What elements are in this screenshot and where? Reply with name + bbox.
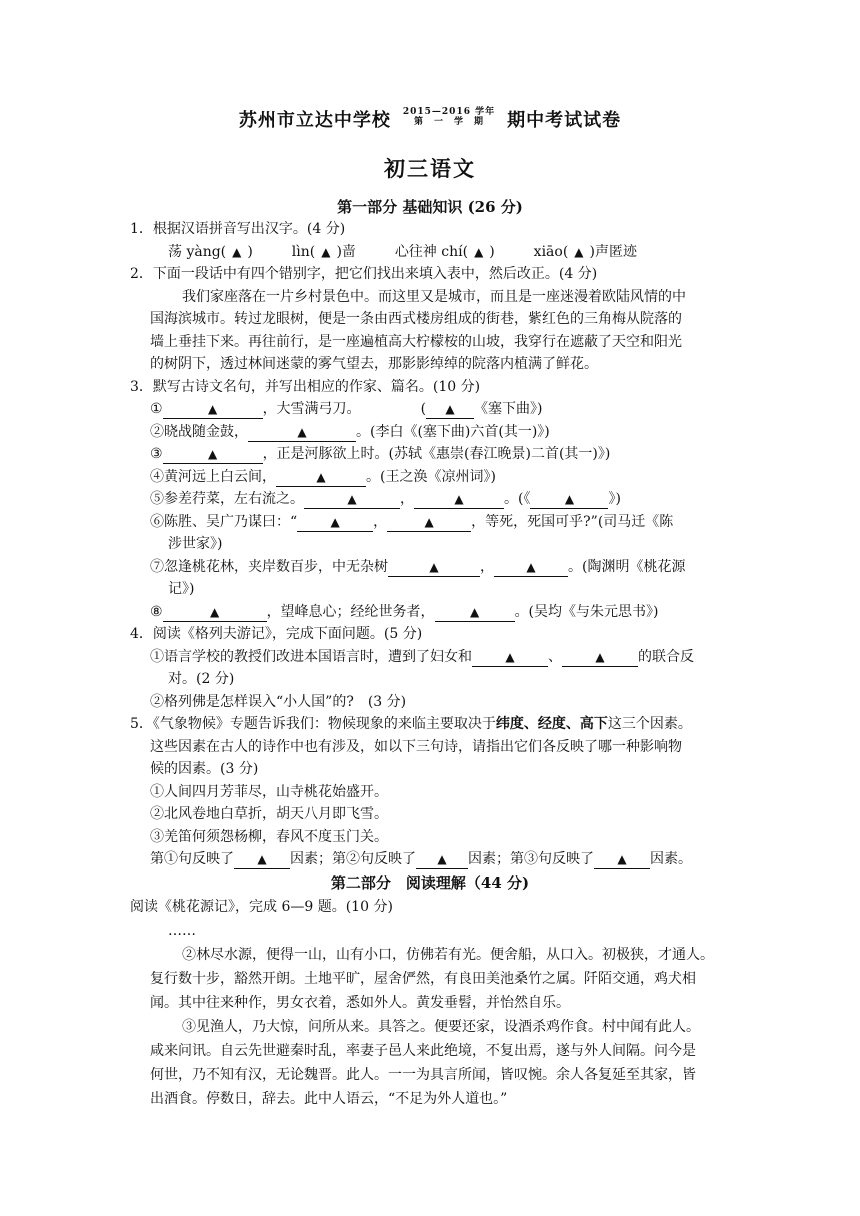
answer-blank[interactable]: ▲ xyxy=(472,648,548,667)
q1-item: 心往神 chí( ▲ ) xyxy=(394,243,495,260)
passage-line: ③见渔人，乃大惊，问所从来。具答之。便要还家，设酒杀鸡作食。村中闻有此人。 xyxy=(182,1019,700,1035)
q2-passage-line: 的树阴下，透过林间迷蒙的雾气望去，那影影绰绰的院落内植满了鲜花。 xyxy=(150,356,598,372)
q5-poem: ①人间四月芳菲尽，山寺桃花始盛开。 xyxy=(150,783,388,800)
q2-passage-line: 国海滨城市。转过龙眼树，便是一条由西式楼房组成的街巷，紫红色的三角梅从院落的 xyxy=(150,311,682,327)
answer-blank[interactable]: ▲ xyxy=(163,400,263,419)
q5-poem: ②北风卷地白草折，胡天八月即飞雪。 xyxy=(150,806,388,822)
q3-line-6: ⑥陈胜、吴广乃谋曰：“ ▲ ， ▲ ，等死，死国可乎?”(司马迁《陈 xyxy=(150,513,674,530)
subject-title: 初三语文 xyxy=(384,156,476,181)
answer-blank[interactable]: ▲ xyxy=(387,513,471,532)
part1-heading: 第一部分 基础知识 (26 分) xyxy=(337,198,523,216)
ellipsis: …… xyxy=(168,923,196,939)
q2-prompt: 2．下面一段话中有四个错别字，把它们找出来填入表中，然后改正。(4 分) xyxy=(130,266,598,282)
answer-blank[interactable]: ▲ xyxy=(574,244,584,259)
q3-line-2: ②晓战随金鼓， ▲ 。(李白《(塞下曲)六首(其一)》) xyxy=(150,423,550,440)
answer-blank[interactable]: ▲ xyxy=(416,850,468,869)
answer-blank[interactable]: ▲ xyxy=(234,850,290,869)
q1-item: 荡 yàng( ▲ ) xyxy=(168,243,253,260)
term: 第 一 学 期 xyxy=(413,117,484,128)
passage-line: 出酒食。停数日，辞去。此中人语云，“不足为外人道也。” xyxy=(150,1091,508,1107)
answer-blank[interactable]: ▲ xyxy=(163,603,267,622)
answer-blank[interactable]: ▲ xyxy=(232,244,242,259)
answer-blank[interactable]: ▲ xyxy=(388,558,480,577)
q1-items xyxy=(130,241,735,264)
q1-prompt: 1．根据汉语拼音写出汉字。(4 分) xyxy=(130,221,346,237)
q4-sub-1: ①语言学校的教授们改进本国语言时，遭到了妇女和 ▲ 、 ▲ 的联合反 xyxy=(150,648,694,665)
answer-blank[interactable]: ▲ xyxy=(562,648,638,667)
part1-content xyxy=(130,218,735,871)
exam-title xyxy=(0,107,860,133)
school-name: 苏州市立达中学校 xyxy=(238,110,391,131)
q3-line-7-cont: 记》) xyxy=(168,581,195,597)
q4-prompt: 4．阅读《格列夫游记》，完成下面问题。(5 分) xyxy=(130,626,423,642)
q5-prompt-line: 候的因素。(3 分) xyxy=(150,761,259,777)
q4-sub-2: ②格列佛是怎样误入“小人国”的? (3 分) xyxy=(150,693,407,710)
q3-line-4: ④黄河远上白云间， ▲ 。(王之涣《凉州词》) xyxy=(150,468,496,485)
q5-prompt: 5．《气象物候》专题告诉我们：物候现象的来临主要取决于纬度、经度、高下这三个因素。 xyxy=(130,716,692,732)
q1-item: lìn( ▲ )啬 xyxy=(291,243,356,260)
exam-name: 期中考试试卷 xyxy=(507,110,622,131)
q3-line-6-cont: 涉世家》) xyxy=(168,536,223,552)
passage-line: 咸来问讯。自云先世避秦时乱，率妻子邑人来此绝境，不复出焉，遂与外人间隔。问今是 xyxy=(150,1043,696,1059)
q3-prompt: 3．默写古诗文名句，并写出相应的作家、篇名。(10 分) xyxy=(130,378,481,395)
q3-line-8: ⑧ ▲ ，望峰息心；经纶世务者， ▲ 。(吴均《与朱元思书》) xyxy=(150,603,659,620)
q5-prompt-line: 这些因素在古人的诗作中也有涉及，如以下三句诗，请指出它们各反映了哪一种影响物 xyxy=(150,738,682,755)
answer-blank[interactable]: ▲ xyxy=(494,558,568,577)
q3-line-3: ③ ▲ ，正是河豚欲上时。(苏轼《惠崇(春江晚景)二首(其一)》) xyxy=(150,446,611,462)
answer-blank[interactable]: ▲ xyxy=(276,468,366,487)
q3-line-1: ① ▲ ，大雪满弓刀。 ( ▲ 《塞下曲》) xyxy=(150,401,543,417)
q2-passage-line: 墙上垂挂下来。再往前行，是一座遍植高大柠檬桉的山坡，我穿行在遮蔽了天空和阳光 xyxy=(150,333,682,350)
answer-blank[interactable]: ▲ xyxy=(163,445,263,464)
answer-blank[interactable]: ▲ xyxy=(414,490,504,509)
part2-heading: 第二部分 阅读理解（44 分) xyxy=(330,874,530,892)
answer-blank[interactable]: ▲ xyxy=(248,423,356,442)
reading-intro: 阅读《桃花源记》，完成 6—9 题。(10 分) xyxy=(130,899,393,915)
answer-blank[interactable]: ▲ xyxy=(297,513,373,532)
q4-sub-1-cont: 对。(2 分) xyxy=(168,671,235,687)
q1-item: xiāo( ▲ )声匿迹 xyxy=(533,243,637,260)
q5-answer-line: 第①句反映了 ▲ 因素；第②句反映了 ▲ 因素；第③句反映了 ▲ 因素。 xyxy=(150,851,692,867)
answer-blank[interactable]: ▲ xyxy=(474,244,484,259)
passage-line: 复行数十步，豁然开朗。土地平旷，屋舍俨然，有良田美池桑竹之属。阡陌交通，鸡犬相 xyxy=(150,971,696,987)
q5-poem: ③羌笛何须怨杨柳，春风不度玉门关。 xyxy=(150,828,388,845)
q3-line-5: ⑤参差荇菜，左右流之。 ▲ ， ▲ 。(《 ▲ 》) xyxy=(150,491,621,507)
q2-passage-line: 我们家座落在一片乡村景色中。而这里又是城市，而且是一座迷漫着欧陆风情的中 xyxy=(182,288,686,305)
answer-blank[interactable]: ▲ xyxy=(435,603,515,622)
semester-label xyxy=(403,107,495,127)
passage-line: 闻。其中往来种作，男女衣着，悉如外人。黄发垂髫，并怡然自乐。 xyxy=(150,995,570,1011)
answer-blank[interactable]: ▲ xyxy=(594,850,650,869)
school-year: 2015—2016 学年 xyxy=(402,107,496,118)
part2-content xyxy=(130,895,735,1111)
q3-line-7: ⑦忽逢桃花林，夹岸数百步，中无杂树 ▲ ， ▲ 。(陶渊明《桃花源 xyxy=(150,558,686,575)
answer-blank[interactable]: ▲ xyxy=(530,490,608,509)
passage-line: 何世，乃不知有汉，无论魏晋。此人。一一为具言所闻，皆叹惋。余人各复延至其家，皆 xyxy=(150,1067,696,1083)
answer-blank[interactable]: ▲ xyxy=(426,400,474,419)
answer-blank[interactable]: ▲ xyxy=(304,490,400,509)
q5-keywords: 纬度、经度、高下 xyxy=(495,716,608,732)
answer-blank[interactable]: ▲ xyxy=(321,244,331,259)
passage-line: ②林尽水源，便得一山，山有小口，仿佛若有光。便舍船，从口入。初极狭，才通人。 xyxy=(182,947,714,963)
